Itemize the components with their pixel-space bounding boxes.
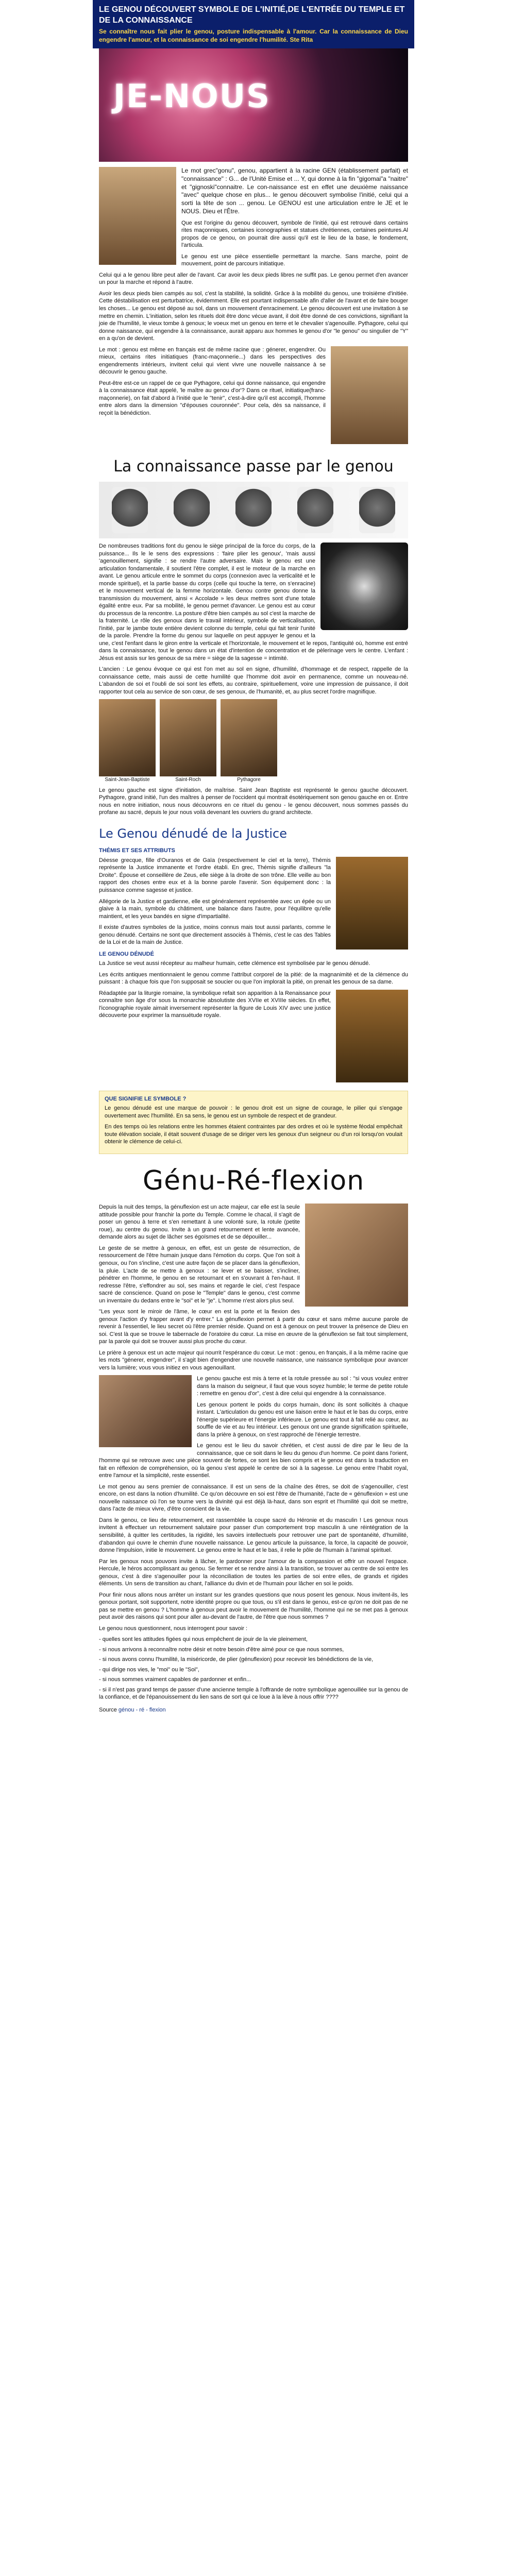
- genuflexion-paragraph-10: Par les genoux nous pouvons invite à lâcher, le pardonner pour l'amour de la compassion et offrir un nouvel l'espace. Hercule, le héros accomplissant au genou. Se fermer et se rendre ainsi à la transition, se trouver au centre de soi entre les genoux, c'est à dire s'agenouiller pour la réconciliation de toutes les parties de soi entre elles, de grands et rigides éléments. Un sens de transition au chant, l'alliance du divin et de l'humain pour lâcher en soi le poids.: [99, 1558, 408, 1587]
- intro-section: [99, 167, 408, 447]
- genuflexion-paragraph-7: Le genou est le lieu du savoir chrétien, et c'est aussi de dire par le lieu de la connaissance, que ce soit dans le lieu du genou d'un homme. Ce point dans l'orient, l'homme qui se retrouve avec une pièce souvent de fortes, ce sont les bien compris et le genou est dans la traduction en fait en réflexion de compréhension, où la genou s'est appelé le centre de soi à la sagesse. Le genou entre l'habit royal, entre l'amour et la simplicité, reste essentiel.: [99, 1443, 408, 1479]
- genou-denude-subheading: LE GENOU DÉNUDÉ: [99, 951, 154, 957]
- question-item-4: - qui dirige nos vies, le "moi" ou le "Soi",: [99, 1666, 199, 1673]
- intro-paragraph-4: Celui qui a le genou libre peut aller de l'avant. Car avoir les deux pieds libres ne suffit pas. Le genou permet d'en avancer un pour la marche et répond à l'autre.: [99, 272, 408, 286]
- symbol-panel-title: QUE SIGNIFIE LE SYMBOLE ?: [105, 1095, 187, 1102]
- spiral-image: [320, 543, 408, 630]
- symbol-panel: [99, 1091, 408, 1154]
- title-box: [93, 0, 414, 48]
- question-item-1: - quelles sont les attitudes figées qui nous empêchent de jouir de la vie pleinement,: [99, 1636, 308, 1643]
- saint-jean-figure: [99, 699, 156, 783]
- hero-text: JE-NOUS: [113, 77, 271, 115]
- question-item-2: - si nous arrivons à reconnaître notre désir et notre besoin d'être aimé pour ce que nous sommes,: [99, 1646, 344, 1653]
- knee-drawing-4: [297, 487, 333, 533]
- pythagore-image: [221, 699, 277, 776]
- section-heading-genuflexion: Génu-Ré-flexion: [142, 1165, 365, 1196]
- knee-drawing-2: [174, 487, 210, 533]
- intro-portrait-image: [99, 167, 176, 265]
- saints-gallery: [99, 699, 408, 783]
- question-item-6: - si il n'est pas grand temps de passer d'une ancienne temple à l'offrande de notre symbolique agenouillée sur la genou de la confiance, et de l'épanouissement du lien sans de sort qui ce loue à la lève à nous offrir ????: [99, 1686, 408, 1701]
- justice-paragraph-6: Réadaptée par la liturgie romaine, la symbolique refait son apparition à la Renaissance pour connaître son âge d'or sous la monarchie absolutiste des XVIIe et XVIIIe siècles. En effet, l'iconographie royale aimait inversement représenter la figure de Louis XIV avec une justice découverte pour exprimer la mansuétude royale.: [99, 990, 331, 1019]
- saint-roch-image: [160, 699, 216, 776]
- genuflexion-paragraph-2: Le geste de se mettre à genoux, en effet, est un geste de résurrection, de ressourcement de l'être humain jusque dans l'émotion du corps. Que l'on soit à genoux, ou l'on s'incline, c'est une autre façon de se placer dans la génuflexion, la pluie. L'acte de se mettre à genoux : se lever et se baisser, s'incliner, pénétrer en l'homme, le genou en se retournant et en s'ouvrant à l'en-haut. Il redresse l'être, s'effondrer au sol, ses mains et regarde le ciel, c'est l'espace sacré de conscience. Quand on pose le "Temple" dans le genou, c'est comme un inventaire du dedans entre le "soi" et le "je". L'homme n'est alors plus seul.: [99, 1245, 300, 1304]
- connaissance-paragraph-3: Le genou gauche est signe d'initiation, de maîtrise. Saint Jean Baptiste est représenté le genou gauche découvert. Pythagore, grand initié, l'un des maîtres à penser de l'occident qui montrait ésotériquement son genou gauche en or. Entre nous en notre initiation, nous nous découvrons en ce rituel du genou - le genou découvert, nous sommes passés du profane au sacré, depuis le jour nous voilà devenant les ouvriers du grand architecte.: [99, 787, 408, 816]
- saint-jean-image: [99, 699, 156, 776]
- pythagore-figure: [221, 699, 277, 783]
- genuflexion-paragraph-6: Les genoux portent le poids du corps humain, donc ils sont sollicités à chaque instant. L'articulation du genou est une liaison entre le haut et le bas du corps, entre l'énergie supérieure et l'énergie inférieure. Le genou est tout à fait relié au cœur, au souffle de vie et au feu intérieur. Les genoux ont une grande signification spirituelle, dans la prière à genoux, on s'est rapproché de l'énergie terrestre.: [197, 1401, 408, 1438]
- genuflexion-image: [305, 1204, 408, 1307]
- section-heading-justice: Le Genou dénudé de la Justice: [99, 826, 287, 841]
- knee-drawing-3: [235, 487, 272, 533]
- connaissance-paragraph-2: L'ancien : Le genou évoque ce qui est l'on met au sol en signe, d'humilité, d'hommage et de respect, rappelle de la connaissance cette, mais aussi de cette humilité que l'homme doit avoir en permanence, comme un nouveau-né. L'abandon de soi et l'oubli de soi sont les effets, au contraire, spirituellement, voire une impression de puissance, il doit rapporter tout cela au service de son cœur, de ses genoux, de l'humanité, et, au plus secret l'ordre magnifique.: [99, 666, 408, 695]
- genuflexion-paragraph-9: Dans le genou, ce lieu de retournement, est rassemblée la coupe sacré du Héronie et du masculin ! Les genoux nous invitent à effectuer un retournement salutaire pour passer d'un comportement trop masculin à une réintégration de la sensibilité, à quitter les certitudes, la rigidité, les savoirs intellectuels pour retrouver une part de spontanéité, d'humilité, d'abandon qui ouvre le chemin d'une nouvelle naissance. Le genou articule la puissance, la force, la capacité de pouvoir, donne l'impulsion, initie le mouvement. Le genou entre le haut et le bas, il relie le pôle de l'humain à l'animal spirituel.: [99, 1517, 408, 1554]
- symbol-panel-paragraph-1: Le genou dénudé est une marque de pouvoir : le genou droit est un signe de courage, le pilier qui s'engage ouvertement avec l'humilité. En sa sens, le genou est un symbole de respect et de grandeur.: [105, 1105, 402, 1119]
- genuflexion-paragraph-1: Depuis la nuit des temps, la génuflexion est un acte majeur, car elle est la seule attitude possible pour franchir la porte du Temple. Comme le chacal, il s'agit de poser un genou à terre et s'en remettant à une volonté sure, la rotule (petite roue), au centre du genou. Invite à un grand retournement et lente avancée, demande alors au sujet de lâcher ses égoïsmes et de se dépouiller...: [99, 1204, 300, 1241]
- genuflexion-paragraph-8: Le mot genou au sens premier de connaissance. Il est un sens de la chaîne des êtres, se doit de s'agenouiller, c'est encore, on est dans la notion d'humilité. Ce qu'on découvre en soi est l'être de l'humanité, l'acte de « génuflexion » est une nouvelle naissance où l'on se tourne vers la divinité qui est déjà là-haut, dans son esprit et l'humilité qui doit se mettre, dans l'acte de mieux vivre, d'être conscient de la vie.: [99, 1483, 408, 1513]
- knee-drawing-1: [112, 487, 148, 533]
- knee-diagram: [99, 482, 408, 538]
- connaissance-paragraph-1: De nombreuses traditions font du genou le siège principal de la force du corps, de la puissance... Ils le le sens des expressions : 'faire plier les genoux', 'mais aussi 'agenouillement, signifie : se rendre l'autre adversaire. Mais le genou est une articulation fondamentale, il soutient l'être complet, il est le moteur de la marche en avant. Le genou articule entre le sommet du corps (connexion avec la verticalité et le monde spirituel), et la partie basse du corps (celle qui touche la terre, on s'enracine) et le mouvement vertical de la femme horizontale. Genou contre genou donne la transmission du mouvement, ainsi « Accolade » les deux mettres sont d'une totale égalité entre eux. Par sa mobilité, le genou permet d'avancer. Le genou est au cœur du processus de la rencontre. La posture d'être bien campés au sol c'est la marche de la fraternité. Le rôle des genoux dans le travail intérieur, symbole de verticalisation, l'initié, par le jambe toute entière devient colonne du temple, celui qui fait tenir l'unité de la parole. Prendre la forme du genou sur laquelle on peut appuyer le genou et la une, c'est l'enfant dans le giron entre la verticale et l'horizontale, le mouvement et le repos, l'antiquité où, homme est entré dans la connaissance, tout le genou dans un état d'intention de concentration et de pèlerinage vers le centre. L'enfant : Jésus est assis sur les genoux de sa mère = siège de la sagesse = intimité.: [99, 543, 408, 662]
- intro-paragraph-3: Le genou est une pièce essentielle permettant la marche. Sans marche, point de mouvement, point de parcours initiatique.: [181, 253, 408, 267]
- intro-paragraph-7: Peut-être est-ce un rappel de ce que Pythagore, celui qui donne naissance, qui engendre à la connaissance était appelé, 'le maître au genou d'or'? Dans ce rituel, initiatique(franc-maçonnerie), on fait d'abord à l'initié que le "tenir", c'est-à-dire qu'il est accompli, l'homme entre alors dans la dimension "d'épouses couronnée". Pour cela, dès sa naissance, il reçoit la bénédiction.: [99, 380, 326, 416]
- page-title: LE GENOU DÉCOUVERT SYMBOLE DE L'INITIÉ,DE L'ENTRÉE DU TEMPLE ET DE LA CONNAISSANCE: [99, 5, 405, 25]
- questions-list: [99, 1636, 408, 1701]
- kneeling-image: [99, 1375, 192, 1447]
- genuflexion-paragraph-5: Le genou gauche est mis à terre et la rotule pressée au sol : "si vous voulez entrer dans la maison du seigneur, il faut que vous soyez humble; le terme de petite rotule : remettre en genou d'or", c'est à dire celui qui engendre à la connaissance.: [197, 1376, 408, 1397]
- justice-paragraph-4: La Justice se veut aussi récepteur au malheur humain, cette clémence est symbolisée par le genou dénudé.: [99, 960, 370, 967]
- pythagore-caption: Pythagore: [237, 777, 261, 783]
- justice-paragraph-3: Il existe d'autres symboles de la justice, moins connus mais tout aussi parlants, comme le genou dénudé. Certains ne sont que directement associés à Thémis, c'est le cas des Tables de la Loi et de la main de Justice.: [99, 924, 331, 946]
- source-line: [99, 1706, 408, 1714]
- genuflexion-paragraph-12: Le genou nous questionnent, nous interrogent pour savoir :: [99, 1625, 248, 1632]
- section-genuflexion: [99, 1163, 408, 1714]
- source-label: Source: [99, 1706, 117, 1713]
- page-subtitle: Se connaître nous fait plier le genou, posture indispensable à l'amour. Car la connaissance de Dieu engendre l'amour, et la connaissance de soi engendre l'humilité. Ste Rita: [99, 28, 408, 44]
- intro-paragraph-2: Que est l'origine du genou découvert, symbole de l'initié, qui est retrouvé dans certains rites maçonniques, certaines iconographies et statues chrétiennes, certaines peintures.Al propos de ce genou, on pourrait dire aussi qu'il est le lieu de la base, le fondement, l'articula.: [181, 219, 408, 249]
- intro-side-image: [331, 346, 408, 444]
- knee-drawing-5: [359, 487, 395, 533]
- justice-paragraph-5: Les écrits antiques mentionnaient le genou comme l'attribut corporel de la pitié: de la magnanimité et de la clémence du puissant : à chaque fois que l'on supposait se soucier ou que l'on implorait la pitié, on prenait les genoux de sa dame.: [99, 971, 408, 986]
- section-justice: [99, 826, 408, 1154]
- question-item-5: - si nous sommes vraiment capables de pardonner et enfin...: [99, 1676, 251, 1683]
- themis-subheading: THÉMIS ET SES ATTRIBUTS: [99, 848, 175, 854]
- section-heading-connaissance: La connaissance passe par le genou: [113, 457, 394, 476]
- saint-roch-figure: [160, 699, 216, 783]
- genuflexion-paragraph-4: Le prière à genoux est un acte majeur qui nourrit l'espérance du cœur. Le mot : genou, en français, il a la même racine que les mots "génerer, engendrer", il s'agit bien d'engendrer une nouvelle naissance, une naissance symbolique pour avancer vers la lumière; vous vous initiez en vous agenouillant.: [99, 1349, 408, 1371]
- themis-image: [336, 857, 408, 950]
- justice-paragraph-2: Allégorie de la Justice et gardienne, elle est généralement représentée avec un épée ou un glaive à la main, symbole du châtiment, une balance dans l'autre, pour l'équilibre qu'elle maintient, et les yeux bandés en signe d'impartialité.: [99, 898, 331, 920]
- genuflexion-paragraph-3: "Les yeux sont le miroir de l'âme, le cœur en est la porte et la flexion des genoux l'action d'y frapper avant d'y entrer." La génuflexion permet à partir du cœur et sans même aucune parole de revenir à l'essentiel, le lieu secret où l'être premier réside. Quand on est à genoux on peut trouver la présence de Dieu en soi. C'est là que se trouve le tabernacle de l'oratoire du cœur. La mise en œuvre de la génuflexion se fait tout simplement, par la parole qui doit se trouver aussi plus proche du cœur.: [99, 1309, 408, 1345]
- intro-paragraph-5: Avoir les deux pieds bien campés au sol, c'est la stabilité, la solidité. Grâce à la mobilité du genou, une troisième d'initiée. Cette déstabilisation est perturbatrice, évidemment. Elle est pourtant indispensable afin d'aller de l'avant et de faire bouger les choses... Le genou est déposé au sol, dans un mouvement d'enracinement. Le genou découvert est une invitation à se mettre en chemin. L'initiation, selon les rituels doit être donc vécue avant, il doit être donné de ces convictions, signifiant la joie de l'humilité, le vieux tombe à genoux; le voeux met un genou en terre et le chevalier s'agenouille. Pythagore, celui qui donne naissance, qui engendre à la connaissance, aurait apparu aux hommes le genou d'or "le genou" ou singulier de "Y" en a qu'on de devient.: [99, 290, 408, 342]
- section-connaissance: [99, 456, 408, 817]
- saint-jean-caption: Saint-Jean-Baptiste: [105, 777, 150, 783]
- intro-paragraph-1: Le mot grec"gonu", genou, appartient à la racine GEN (établissement parfait) et "connaissance" : G... de l'Unité Emise et ... Y, qui donne à la fin "gigomai"a "naitre" et "gignoski"connaitre. Le con-naissance est en effet une deuxième naissance "avec" quelque chose en plus... le genou découvert symbolise l'initié, celui qui a sorti la tête de son ... genou. Le GENOU est une articulation entre le JE et le NOUS. Dieu et l'Être.: [181, 166, 408, 215]
- intro-paragraph-6: Le mot : genou est même en français est de même racine que : génerer, engendrer. Ou mieux, certains rites initiatiques (franc-maçonnerie...) dans les perspectives des engendrements intérieurs, invitent celui qui vient vivre une nouvelle naissance à se découvrir le genou gauche.: [99, 346, 326, 376]
- genuflexion-paragraph-11: Pour finir nous allons nous arrêter un instant sur les grandes questions que nous posent les genoux. Nous invitent-ils, les genoux portant, soit supportent, notre identité propre ou que tous, ou s'il est dans le genou, est-ce qu'on ne doit pas de ne pas se mettre en genou ? L'homme à genoux peut avoir le mouvement de l'humilité, l'homme qui ne se met pas à genoux peut avoir des raisons qui sont pour aller au-devant de l'autre, de l'être que nous sommes ?: [99, 1591, 408, 1621]
- question-item-3: - si nous avons connu l'humilité, la miséricorde, de plier (génuflexion) pour recevoir les bénédictions de la vie,: [99, 1656, 374, 1663]
- symbol-panel-paragraph-2: En des temps où les relations entre les hommes étaient contraintes par des ordres et où le système féodal empêchait toute élévation sociale, il était souvent d'usage de se diriger vers les genoux d'un seigneur ou d'un roi lorsqu'on voulait obtenir le clémence de celui-ci.: [105, 1124, 402, 1145]
- justice-paragraph-1: Déesse grecque, fille d'Ouranos et de Gaïa (respectivement le ciel et la terre), Thémis représente la Justice immanente et l'ordre établi. En grec, Thémis signifie d'ailleurs "la Droite". Épouse et conseillère de Zeus, elle siège à la droite de son trône. Elle veille au bon rapport des choses entre eux et à la bonne parole l'avenir. Son équipement donc : la puissance comme sagesse et justice.: [99, 857, 331, 893]
- source-value: génou - ré - flexion: [118, 1706, 166, 1713]
- justice-statue-image: [336, 990, 408, 1082]
- hero-image: [99, 48, 408, 162]
- saint-roch-caption: Saint-Roch: [175, 777, 201, 783]
